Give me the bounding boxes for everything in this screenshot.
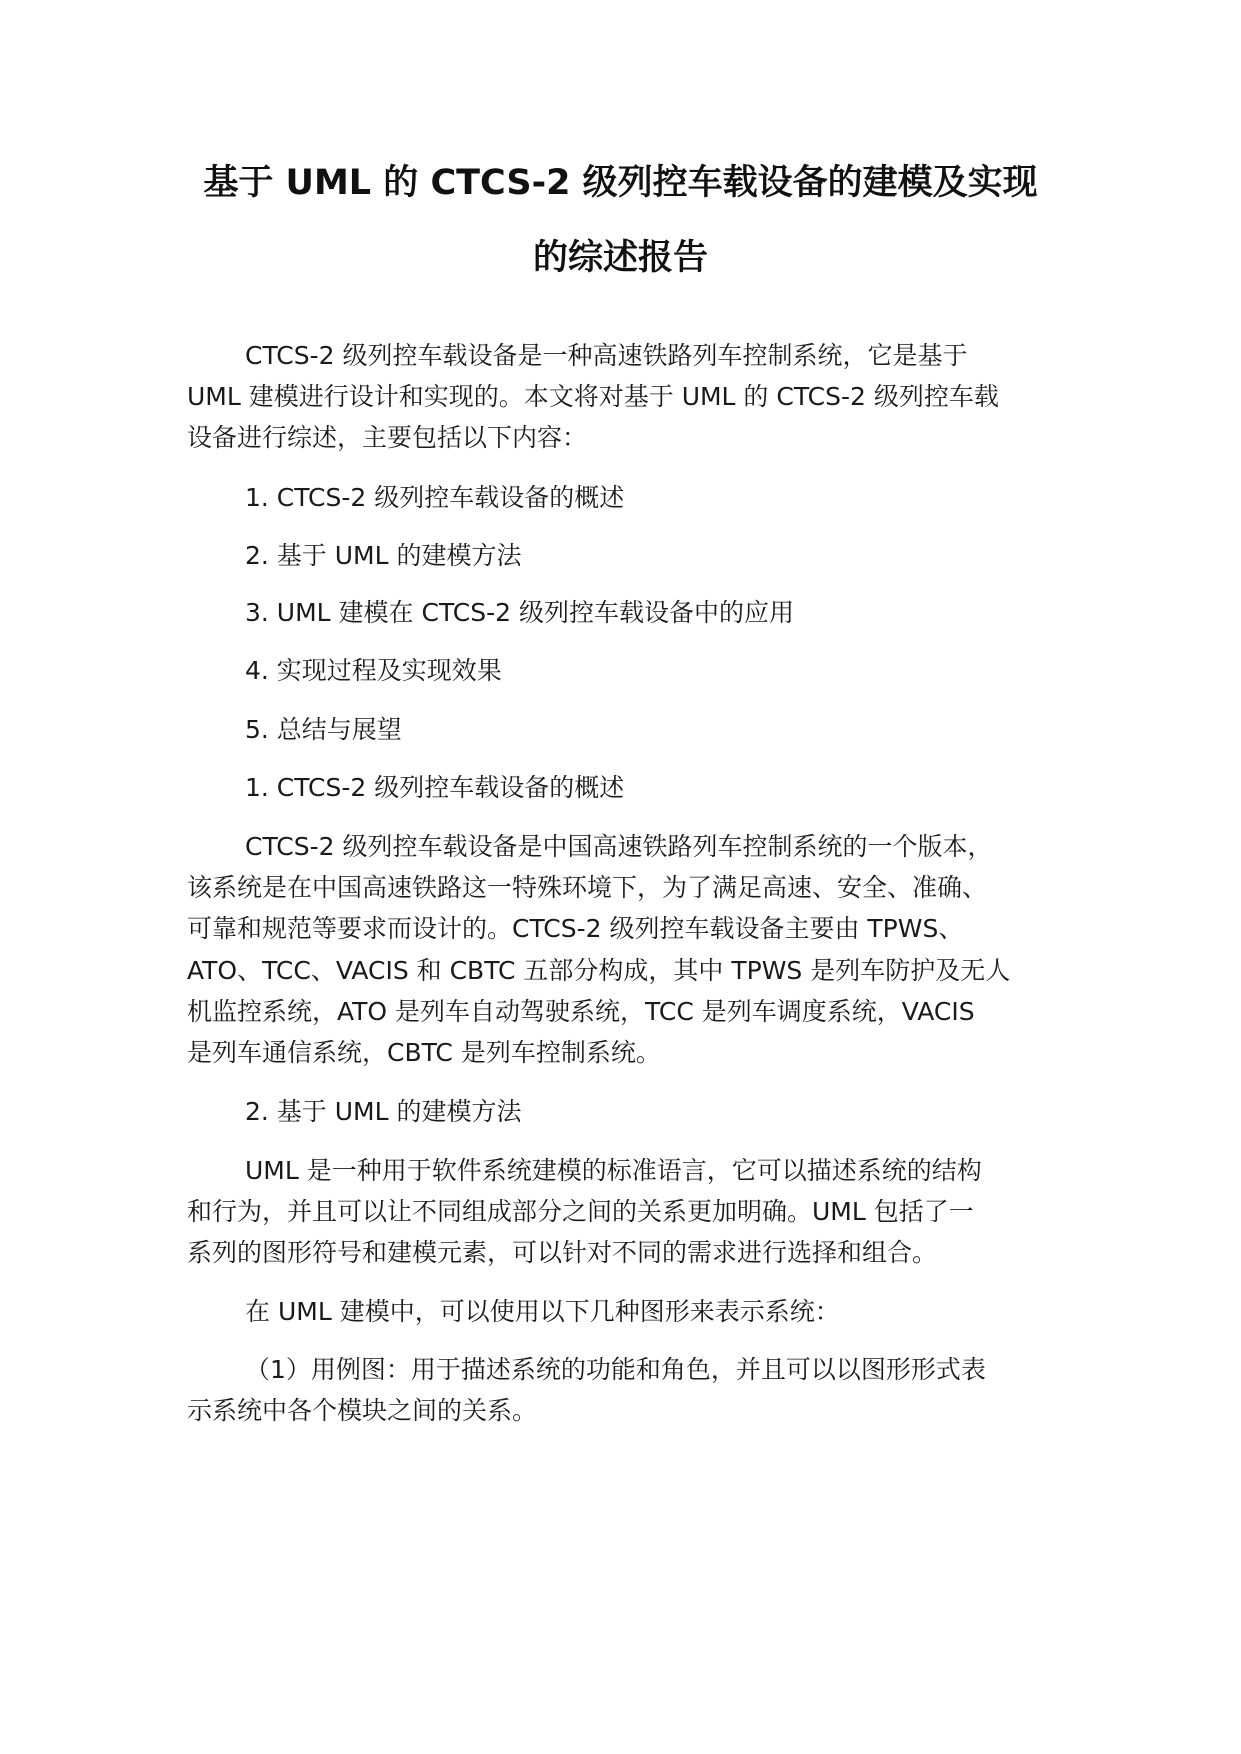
section1-line-2: 该系统是在中国高速铁路这一特殊环境下，为了满足高速、安全、准确、 [187,873,988,902]
intro-line-3: 设备进行综述，主要包括以下内容： [187,423,588,452]
section2-para2: 在 UML 建模中，可以使用以下几种图形来表示系统： [245,1297,840,1326]
intro-line-1: CTCS-2 级列控车载设备是一种高速铁路列车控制系统，它是基于 [245,341,968,370]
toc-item-4: 4. 实现过程及实现效果 [245,656,502,685]
section2-line-1: UML 是一种用于软件系统建模的标准语言，它可以描述系统的结构 [245,1156,982,1185]
section2-heading: 2. 基于 UML 的建模方法 [245,1097,522,1126]
section1-line-1: CTCS-2 级列控车载设备是中国高速铁路列车控制系统的一个版本， [245,832,993,861]
use-case-item-line-2: 示系统中各个模块之间的关系。 [187,1396,538,1425]
intro-line-2: UML 建模进行设计和实现的。本文将对基于 UML 的 CTCS-2 级列控车载 [187,382,999,411]
toc-item-3: 3. UML 建模在 CTCS-2 级列控车载设备中的应用 [245,598,794,627]
section2-line-3: 系列的图形符号和建模元素，可以针对不同的需求进行选择和组合。 [187,1238,938,1267]
section1-line-3: 可靠和规范等要求而设计的。CTCS-2 级列控车载设备主要由 TPWS、 [187,914,964,943]
toc-item-2: 2. 基于 UML 的建模方法 [245,541,522,570]
toc-item-5: 5. 总结与展望 [245,715,402,744]
section1-heading: 1. CTCS-2 级列控车载设备的概述 [245,773,625,802]
title-line-2: 的综述报告 [532,238,708,278]
toc-item-1: 1. CTCS-2 级列控车载设备的概述 [245,483,625,512]
section1-line-4: ATO、TCC、VACIS 和 CBTC 五部分构成，其中 TPWS 是列车防护及无人 [187,956,1011,985]
section2-line-2: 和行为，并且可以让不同组成部分之间的关系更加明确。UML 包括了一 [187,1197,974,1226]
section1-line-6: 是列车通信系统，CBTC 是列车控制系统。 [187,1038,661,1067]
use-case-item-line-1: （1）用例图：用于描述系统的功能和角色，并且可以以图形形式表 [245,1355,986,1384]
section1-line-5: 机监控系统，ATO 是列车自动驾驶系统，TCC 是列车调度系统，VACIS [187,997,975,1026]
title-line-1: 基于 UML 的 CTCS-2 级列控车载设备的建模及实现 [203,163,1038,203]
